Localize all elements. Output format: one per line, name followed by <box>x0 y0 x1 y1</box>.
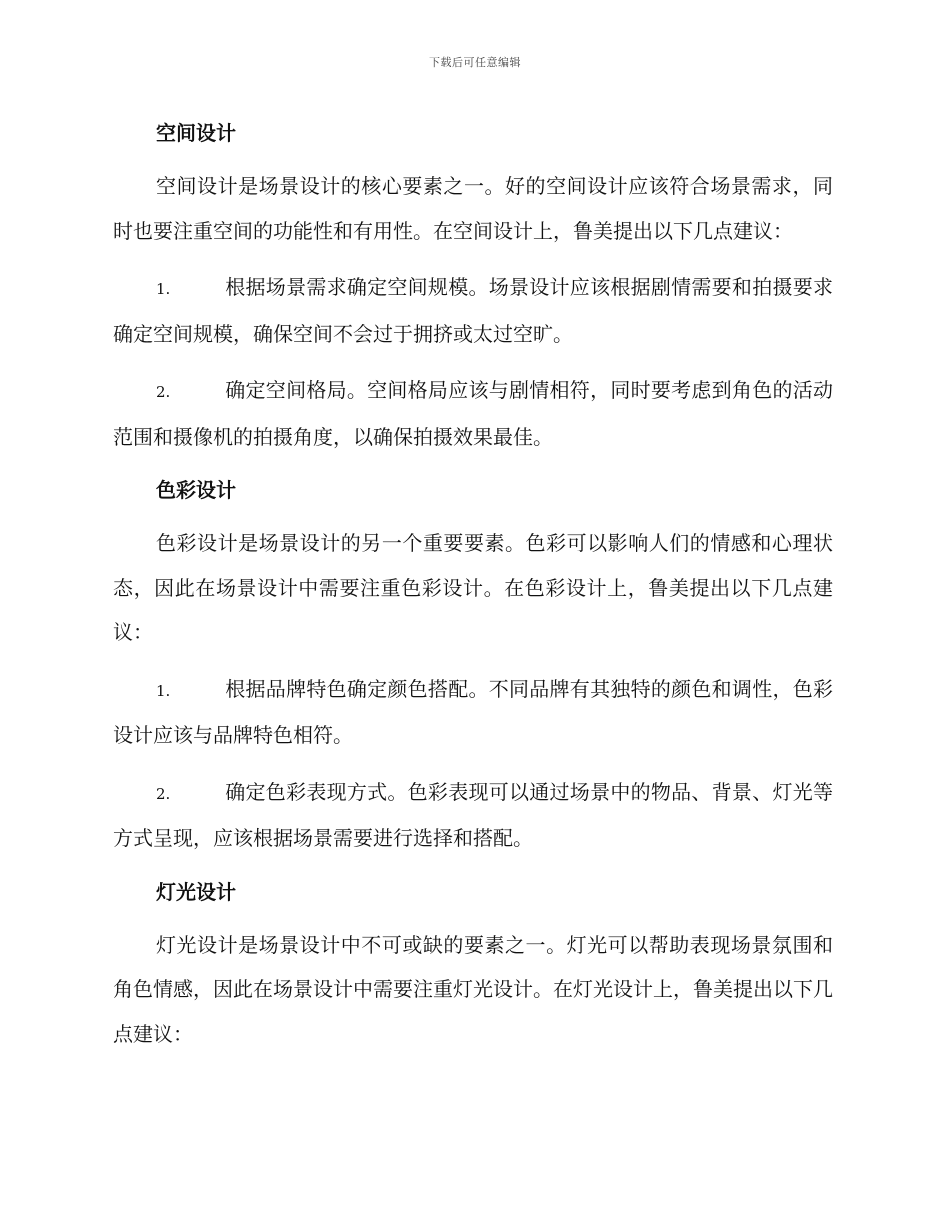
section-intro: 色彩设计是场景设计的另一个重要要素。色彩可以影响人们的情感和心理状态，因此在场景设计中需要注重色彩设计。在色彩设计上，鲁美提出以下几点建议： <box>113 531 833 644</box>
list-item-text: 根据品牌特色确定颜色搭配。不同品牌有其独特的颜色和调性，色彩设计应该与品牌特色相符。 <box>113 676 833 747</box>
section-lighting-design <box>113 869 833 1057</box>
section-title: 灯光设计 <box>156 879 236 904</box>
section-title: 色彩设计 <box>156 478 236 502</box>
list-item <box>113 368 833 459</box>
section-intro: 灯光设计是场景设计中不可或缺的要素之一。灯光可以帮助表现场景氛围和角色情感，因此在场景设计中需要注重灯光设计。在灯光设计上，鲁美提出以下几点建议： <box>113 932 833 1046</box>
list-item <box>113 667 833 758</box>
list-item-number: 1. <box>156 681 171 700</box>
section-intro: 空间设计是场景设计的核心要素之一。好的空间设计应该符合场景需求，同时也要注重空间的功能性和有用性。在空间设计上，鲁美提出以下几点建议： <box>113 174 833 243</box>
section-space-design <box>113 110 833 459</box>
list-item-number: 1. <box>156 280 171 298</box>
document-body <box>113 110 833 1056</box>
section-title: 空间设计 <box>156 121 236 145</box>
section-color-design <box>113 467 833 861</box>
list-item-text: 确定色彩表现方式。色彩表现可以通过场景中的物品、背景、灯光等方式呈现，应该根据场景需要进行选择和搭配。 <box>113 779 833 850</box>
list-item <box>113 265 833 356</box>
header-note: 下载后可任意编辑 <box>429 56 521 69</box>
list-item-text: 根据场景需求确定空间规模。场景设计应该根据剧情需要和拍摄要求确定空间规模，确保空间不会过于拥挤或太过空旷。 <box>113 275 833 346</box>
list-item-number: 2. <box>156 383 171 401</box>
list-item-number: 2. <box>156 784 171 803</box>
list-item <box>113 770 833 861</box>
list-item-text: 确定空间格局。空间格局应该与剧情相符，同时要考虑到角色的活动范围和摄像机的拍摄角度，以确保拍摄效果最佳。 <box>113 378 833 449</box>
